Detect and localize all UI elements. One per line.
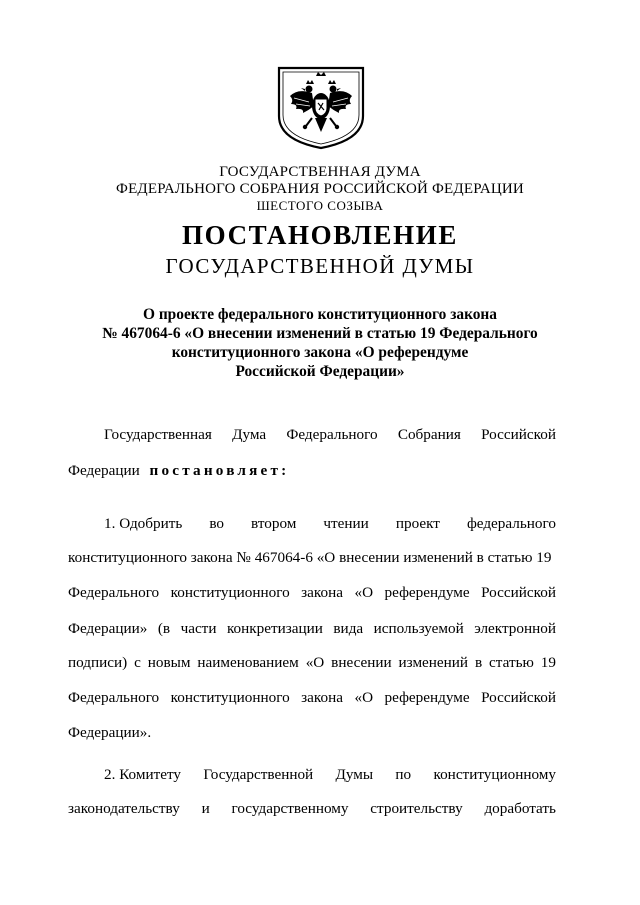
preamble-word: Государственная: [104, 426, 212, 443]
preamble-word: Дума: [232, 426, 267, 443]
org-name-line-2: ФЕДЕРАЛЬНОГО СОБРАНИЯ РОССИЙСКОЙ ФЕДЕРАЦИИ: [116, 181, 524, 197]
text-word: конституционного: [170, 689, 290, 706]
preamble-word: Федерального: [286, 426, 378, 443]
para1-line-4: [68, 619, 556, 639]
text-word: референдуме: [384, 584, 470, 601]
convocation-line: ШЕСТОГО СОЗЫВА: [256, 198, 384, 213]
text-word: Государственной: [203, 766, 314, 783]
text-word: в: [474, 654, 483, 671]
text-word: по: [395, 766, 412, 783]
text-word: Российской: [481, 584, 556, 601]
text-word: (в: [157, 620, 171, 637]
text-word: наименованием: [197, 654, 299, 671]
subject-line: конституционного закона «О референдуме: [171, 344, 469, 361]
text-word: новым: [147, 654, 191, 671]
text-word: втором: [251, 515, 297, 532]
text-word: федерального: [466, 515, 556, 532]
text-word: Федерального: [68, 689, 160, 706]
preamble-word: Собрания: [397, 426, 461, 443]
subject-line: № 467064-6 «О внесении изменений в статью 19 Федерального: [102, 325, 538, 342]
preamble-line-2: [68, 461, 556, 481]
text-word: используемой: [373, 620, 464, 637]
text-word: референдуме: [384, 689, 470, 706]
subject-line: Российской Федерации»: [235, 363, 405, 380]
resolution-subject: [60, 305, 580, 381]
preamble-word: Федерации: [68, 462, 140, 479]
text-word: проект: [395, 515, 440, 532]
text-word: с: [134, 654, 141, 671]
subject-line: О проекте федерального конституционного закона: [143, 306, 497, 323]
text-word: 1. Одобрить: [104, 515, 183, 532]
text-word: вида: [333, 620, 364, 637]
para1-line-1: [68, 514, 556, 534]
document-subtitle: ГОСУДАРСТВЕННОЙ ДУМЫ: [165, 254, 475, 278]
document-title: ПОСТАНОВЛЕНИЕ: [182, 220, 458, 250]
text-word: Российской: [481, 689, 556, 706]
text-word: государственному: [231, 800, 349, 817]
preamble-line-1: [68, 425, 556, 445]
text-word: 2. Комитету: [104, 766, 182, 783]
para1-line-5: [68, 653, 556, 673]
para2-line-2: [68, 799, 556, 819]
decree-word-spaced: постановляет:: [149, 462, 290, 479]
text-word: статью: [489, 654, 534, 671]
org-name-line-1: ГОСУДАРСТВЕННАЯ ДУМА: [219, 164, 421, 180]
text-word: конституционному: [433, 766, 556, 783]
text-word: внесении: [331, 654, 392, 671]
text-word: закона: [301, 584, 343, 601]
coat-of-arms-emblem: [276, 66, 366, 150]
text-word: части: [180, 620, 217, 637]
text-word: электронной: [474, 620, 556, 637]
double-headed-eagle-icon: [276, 66, 366, 150]
text-word: доработать: [484, 800, 556, 817]
text-word: «О: [354, 584, 374, 601]
text-word: изменений: [398, 654, 469, 671]
para1-line-7: Федерации».: [68, 724, 152, 741]
para1-line-3: [68, 583, 556, 603]
text-word: закона: [301, 689, 343, 706]
para2-line-1: [68, 765, 556, 785]
preamble-word: Российской: [481, 426, 556, 443]
text-word: строительству: [370, 800, 463, 817]
para1-line-2: конституционного закона № 467064-6 «О внесении изменений в статью 19: [68, 549, 552, 566]
text-word: «О: [354, 689, 374, 706]
text-word: и: [201, 800, 210, 817]
text-word: 19: [540, 654, 556, 671]
text-word: Федерального: [68, 584, 160, 601]
text-word: чтении: [323, 515, 369, 532]
text-word: подписи): [68, 654, 128, 671]
text-word: «О: [305, 654, 325, 671]
text-word: во: [209, 515, 224, 532]
para1-line-6: [68, 688, 556, 708]
text-word: конкретизации: [226, 620, 323, 637]
text-word: конституционного: [170, 584, 290, 601]
text-word: Думы: [335, 766, 374, 783]
text-word: законодательству: [68, 800, 180, 817]
text-word: Федерации»: [68, 620, 148, 637]
